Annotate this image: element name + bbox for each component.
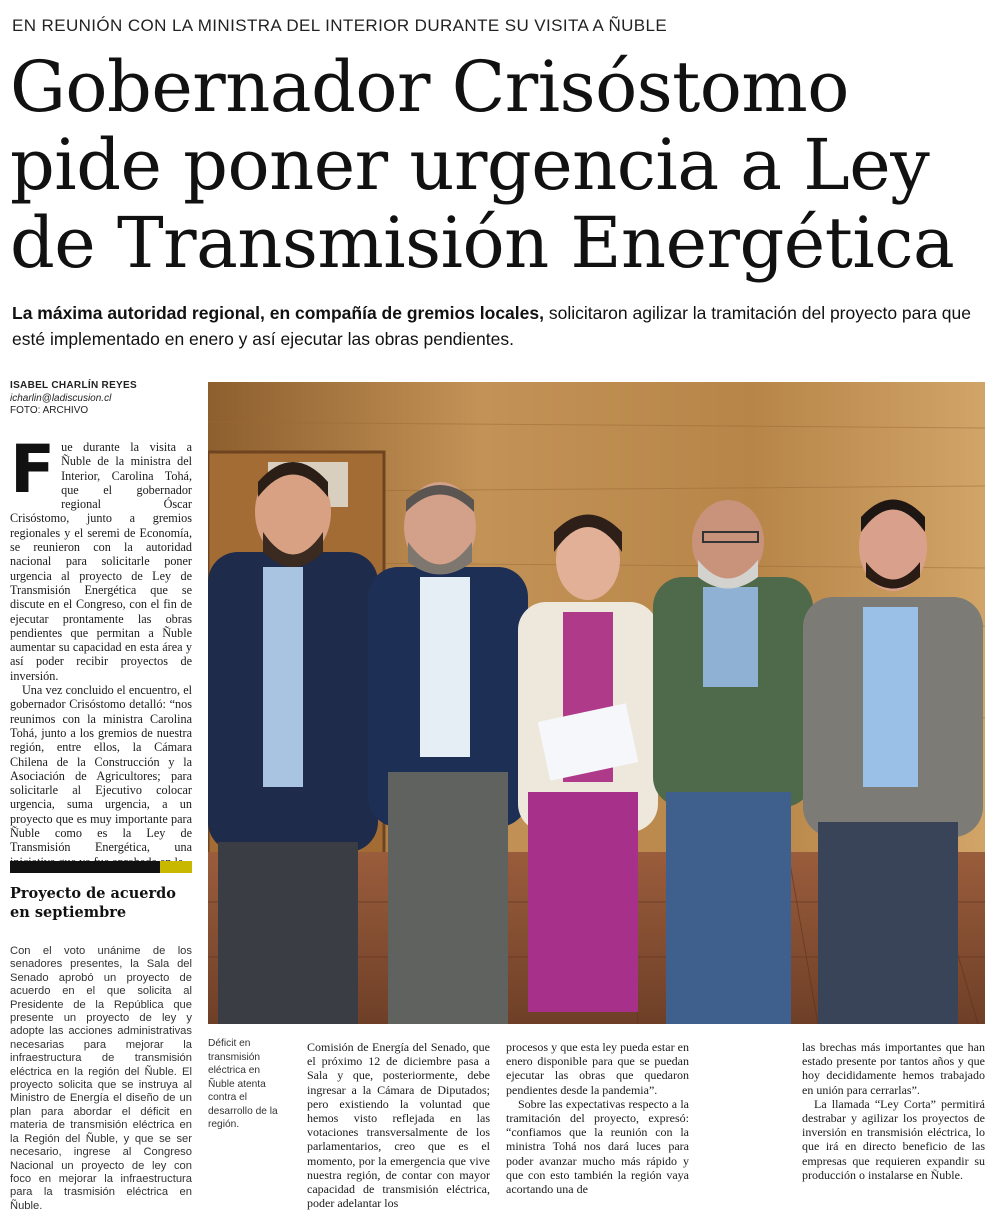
column-4-paragraph-1: las brechas más importantes que han estado presente por tantos años y que hoy decididamente hemos trabajado en unión para cerrarlas”. xyxy=(802,1040,985,1097)
sidebar-text: Con el voto unánime de los senadores presentes, la Sala del Senado aprobó un proyecto de acuerdo en el que solicita al Presidente de la República que presente un proyecto de ley y adopte las acciones administrativas necesarias para mejorar la infraestructura de transmisión eléctrica en la región del Ñuble. El proyecto solicita que se instruya al Ministro de Energía el diseño de un plan para abordar el déficit en materia de transmisión eléctrica en la Región del Ñuble, y que se ser necesario, ingrese al Congreso Nacional un proyecto de ley con foco en mejorar la infraestructura para la trasmisión eléctrica en Ñuble. xyxy=(10,945,192,1212)
dropcap: F xyxy=(10,431,56,508)
photo-caption: Déficit en transmisión eléctrica en Ñuble atenta contra el desarrollo de la región. xyxy=(208,1038,278,1130)
person-4 xyxy=(653,500,813,1024)
body-column-4 xyxy=(802,1040,985,1182)
lead-column xyxy=(10,431,192,869)
headline xyxy=(10,48,995,282)
column-4-paragraph-2: La llamada “Ley Corta” permitirá destrabar y agilizar los proyectos de inversión en transmisión eléctrica, lo que irá en directo beneficio de las empresas que requieren expandir su producción o instalarse en Ñuble. xyxy=(802,1096,985,1182)
column-3-paragraph-1: procesos y que esta ley pueda estar en enero disponible para que se puedan ejecutar las obras que quedaron pendientes desde la pandemia”. xyxy=(506,1040,689,1097)
news-photo xyxy=(208,382,985,1024)
headline-line-3: de Transmisión Energética xyxy=(10,202,955,284)
dek xyxy=(12,300,992,352)
photo-credit: FOTO: ARCHIVO xyxy=(10,405,89,416)
body-column-3 xyxy=(506,1040,689,1196)
kicker: EN REUNIÓN CON LA MINISTRA DEL INTERIOR DURANTE SU VISITA A ÑUBLE xyxy=(12,16,668,35)
body-column-2 xyxy=(307,1040,490,1210)
column-2-paragraph-1: Comisión de Energía del Senado, que el próximo 12 de diciembre pasa a Sala y que, posteriormente, debe ingresar a la Cámara de Diputados; pero existiendo la voluntad que hemos visto reflejada en las votaciones transversalmente de los parlamentarios, creo que es el momento, por la emergencia que vive nuestra región, de contar con mayor capacidad de transmisión eléctrica, poder adelantar los xyxy=(307,1040,490,1211)
lead-paragraph-1: ue durante la visita a Ñuble de la ministra del Interior, Carolina Tohá, que el gobernador regional Óscar Crisóstomo, junto a gremios regionales y el seremi de Economía, se reunieron con la autoridad nacional para solicitarle poner urgencia al proyecto de Ley de Transmisión Energética que se discute en el Congreso, con el fin de ejecutar prontamente las obras pendientes que permitan a Ñuble aumentar su capacidad en esta área y así poder recibir proyectos de inversión. xyxy=(10,440,192,683)
dek-bold: La máxima autoridad regional, en compañía de gremios locales, xyxy=(12,303,544,323)
headline-line-2: pide poner urgencia a Ley xyxy=(10,124,930,206)
section-rule xyxy=(10,861,192,873)
lead-paragraph-2: Una vez concluido el encuentro, el gobernador Crisóstomo detalló: “nos reunimos con la ministra Carolina Tohá, junto a los gremios de nuestra región, entre ellos, la Cámara Chilena de la Construcción y la Asociación de Agricultores; para solicitarle al Ejecutivo colocar urgencia, suma urgencia, a un proyecto que es muy importante para Ñuble como es la Ley de Transmisión Energética, una xyxy=(10,683,192,855)
author-email[interactable]: icharlin@ladiscusion.cl xyxy=(10,392,112,404)
headline-line-1: Gobernador Crisóstomo xyxy=(10,46,849,128)
sidebar-subhead: Proyecto de acuerdo en septiembre xyxy=(10,885,176,921)
byline xyxy=(10,380,200,418)
dek-rest: solicitaron agilizar la tramitación del proyecto para que esté implementado en enero y así ejecutar las obras pendientes. xyxy=(12,303,972,349)
author-name: ISABEL CHARLÍN REYES xyxy=(10,380,137,391)
column-3-paragraph-2: Sobre las expectativas respecto a la tramitación del proyecto, expresó: “confiamos que la reunión con la ministra Tohá nos dará luces para poder avanzar mucho más rápido y que con esto también la región vaya acortando una de xyxy=(506,1096,689,1197)
